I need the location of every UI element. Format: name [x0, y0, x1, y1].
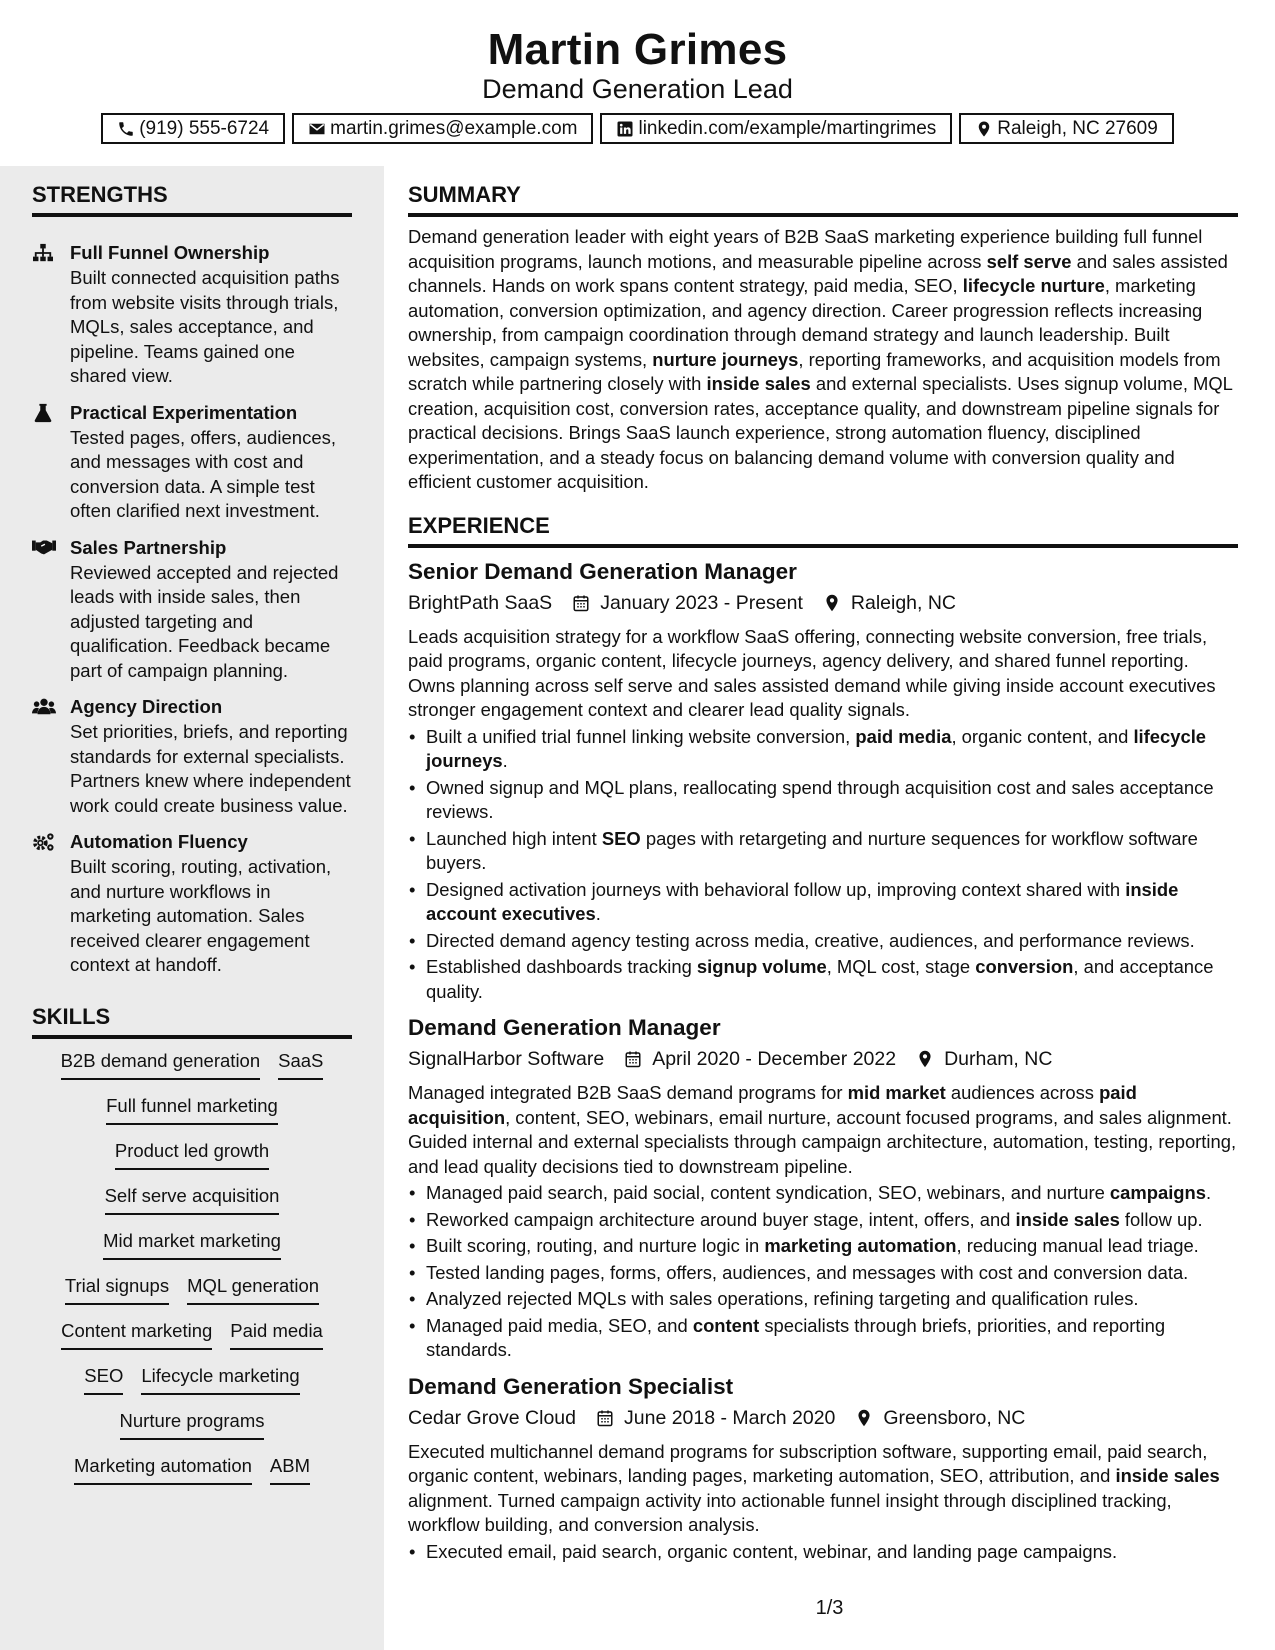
job-bullet: • Reworked campaign architecture around buyer stage, intent, offers, and inside sales follow up.	[408, 1208, 1238, 1233]
summary-heading: SUMMARY	[408, 182, 1238, 217]
skill-tag: Marketing automation	[74, 1454, 252, 1485]
job-entry	[408, 1373, 1238, 1565]
job-dates: January 2023 - Present	[600, 591, 803, 614]
skills-heading: SKILLS	[32, 1004, 352, 1039]
contact-location	[959, 113, 1174, 144]
resume-header	[0, 0, 1275, 166]
job-entry	[408, 558, 1238, 1005]
page-number: 1/3	[815, 1597, 844, 1619]
skill-tag: Full funnel marketing	[106, 1094, 278, 1125]
job-bullet: • Directed demand agency testing across media, creative, audiences, and performance reviews.	[408, 929, 1238, 954]
skill-tag: SEO	[84, 1364, 123, 1395]
job-dates: June 2018 - March 2020	[624, 1406, 836, 1429]
job-company: SignalHarbor Software	[408, 1048, 605, 1070]
job-meta	[408, 1045, 1238, 1073]
skill-tag: Nurture programs	[120, 1409, 265, 1440]
job-title: Demand Generation Specialist	[408, 1373, 734, 1399]
job-meta	[408, 589, 1238, 617]
job-location: Greensboro, NC	[883, 1406, 1026, 1429]
contact-location-text: Raleigh, NC 27609	[997, 117, 1158, 139]
main-content	[384, 166, 1275, 1650]
sitemap-icon	[32, 240, 70, 389]
strength-desc: Reviewed accepted and rejected leads with inside sales, then adjusted targeting and qualification. Feedback became part of campaign planning.	[70, 561, 339, 681]
skill-tag: Trial signups	[65, 1274, 169, 1305]
calendar-icon	[572, 594, 590, 612]
contact-bar	[0, 113, 1275, 144]
job-location: Durham, NC	[944, 1048, 1053, 1070]
experience-heading: EXPERIENCE	[408, 513, 1238, 548]
map-pin-icon	[823, 594, 841, 612]
gears-icon	[32, 829, 70, 978]
sidebar	[0, 166, 384, 1650]
strength-desc: Set priorities, briefs, and reporting standards for external specialists. Partners knew where independent work could create business value.	[70, 721, 351, 816]
map-pin-icon	[975, 120, 993, 138]
skills-list	[32, 1039, 352, 1499]
handshake-icon	[32, 535, 70, 684]
map-pin-icon	[855, 1409, 873, 1427]
job-title: Senior Demand Generation Manager	[408, 558, 797, 584]
strength-title: Sales Partnership	[70, 536, 227, 558]
linkedin-icon	[616, 120, 634, 138]
skill-tag: B2B demand generation	[61, 1049, 261, 1080]
job-entry	[408, 1014, 1238, 1363]
job-bullets	[408, 1181, 1238, 1363]
job-meta	[408, 1404, 1238, 1432]
phone-icon	[117, 120, 135, 138]
strength-title: Practical Experimentation	[70, 401, 298, 423]
job-bullets	[408, 1540, 1238, 1565]
job-company: Cedar Grove Cloud	[408, 1406, 576, 1429]
skill-tag: Self serve acquisition	[105, 1184, 280, 1215]
job-description: Leads acquisition strategy for a workflow SaaS offering, connecting website conversion, free trials, paid programs, organic content, lifecycle journeys, agency delivery, and shared funnel reporting. Owns planning across self serve and sales assisted demand while giving inside account executives stronger engagement context and clearer lead quality signals.	[408, 625, 1216, 720]
job-bullet: • Built scoring, routing, and nurture logic in marketing automation, reducing manual lead triage.	[408, 1234, 1238, 1259]
job-bullet: • Built a unified trial funnel linking website conversion, paid media, organic content, and lifecycle journeys.	[408, 725, 1238, 774]
summary-text: Demand generation leader with eight years of B2B SaaS marketing experience building full funnel acquisition programs, launch motions, and measurable pipeline across self serve and sales assisted channels. Hands on work spans content strategy, paid media, SEO, lifecycle nurture, marketing automation, conversion optimization, and agency direction. Career progression reflects increasing ownership, from campaign coordination through demand strategy and launch leadership. Built websites, campaign systems, nurture journeys, reporting frameworks, and acquisition models from scratch while partnering closely with inside sales and external specialists. Uses signup volume, MQL creation, acquisition cost, conversion rates, acceptance quality, and downstream pipeline signals for practical decisions. Brings SaaS launch experience, strong automation fluency, disciplined experimentation, and a steady focus on balancing demand volume with conversion quality and efficient customer acquisition.	[408, 226, 1233, 492]
skill-tag: ABM	[270, 1454, 310, 1485]
strength-title: Automation Fluency	[70, 831, 248, 852]
job-bullet: • Owned signup and MQL plans, reallocating spend through acquisition cost and sales acceptance reviews.	[408, 776, 1238, 825]
strength-desc: Tested pages, offers, audiences, and messages with cost and conversion data. A simple test often clarified next investment.	[70, 426, 337, 521]
strength-item	[32, 829, 352, 978]
job-bullet: • Designed activation journeys with behavioral follow up, improving context shared with inside account executives.	[408, 878, 1238, 927]
calendar-icon	[596, 1409, 614, 1427]
strength-title: Agency Direction	[70, 696, 223, 717]
job-bullet: • Analyzed rejected MQLs with sales operations, refining targeting and qualification rules.	[408, 1287, 1238, 1312]
strengths-heading: STRENGTHS	[32, 182, 352, 217]
flask-icon	[32, 400, 70, 524]
job-bullet: • Launched high intent SEO pages with retargeting and nurture sequences for workflow software buyers.	[408, 827, 1238, 876]
users-icon	[32, 694, 70, 818]
skill-tag: MQL generation	[187, 1274, 319, 1305]
skill-tag: Content marketing	[61, 1319, 212, 1350]
skill-tag: Mid market marketing	[103, 1229, 281, 1260]
contact-linkedin[interactable]	[600, 113, 952, 144]
contact-phone-text: (919) 555-6724	[139, 117, 270, 139]
strength-item	[32, 240, 352, 389]
strength-item	[32, 694, 352, 818]
job-description: Managed integrated B2B SaaS demand programs for mid market audiences across paid acquisition, content, SEO, webinars, email nurture, account focused programs, and sales alignment. Guided internal and external specialists through campaign architecture, automation, testing, reporting, and lead quality decisions tied to downstream pipeline.	[408, 1082, 1237, 1177]
envelope-icon	[308, 120, 326, 138]
skill-tag: SaaS	[278, 1049, 323, 1080]
job-bullets	[408, 725, 1238, 1005]
job-bullet: • Established dashboards tracking signup volume, MQL cost, stage conversion, and acceptance quality.	[408, 955, 1238, 1004]
contact-email-text: martin.grimes@example.com	[330, 117, 578, 139]
map-pin-icon	[916, 1050, 934, 1068]
job-dates: April 2020 - December 2022	[652, 1048, 897, 1070]
job-bullet: • Managed paid media, SEO, and content specialists through briefs, priorities, and reporting standards.	[408, 1314, 1238, 1363]
strength-item	[32, 535, 352, 684]
job-location: Raleigh, NC	[850, 591, 957, 614]
strength-item	[32, 400, 352, 524]
contact-email[interactable]	[292, 113, 593, 144]
job-company: BrightPath SaaS	[408, 591, 553, 614]
strength-desc: Built connected acquisition paths from website visits through trials, MQLs, sales acceptance, and pipeline. Teams gained one shared view.	[70, 267, 340, 386]
job-title: Demand Generation Manager	[408, 1015, 721, 1040]
job-bullet: • Managed paid search, paid social, content syndication, SEO, webinars, and nurture campaigns.	[408, 1181, 1238, 1206]
candidate-name: Martin Grimes	[487, 25, 788, 74]
skill-tag: Product led growth	[115, 1139, 269, 1170]
job-description: Executed multichannel demand programs for subscription software, supporting email, paid search, organic content, webinars, landing pages, marketing automation, SEO, attribution, and inside sales alignment. Turned campaign activity into actionable funnel insight through disciplined tracking, workflow building, and conversion analysis.	[408, 1440, 1220, 1535]
job-bullet: • Executed email, paid search, organic content, webinar, and landing page campaigns.	[408, 1540, 1238, 1565]
contact-linkedin-text: linkedin.com/example/martingrimes	[638, 117, 937, 139]
strength-title: Full Funnel Ownership	[70, 242, 270, 263]
candidate-role: Demand Generation Lead	[482, 74, 793, 104]
skill-tag: Lifecycle marketing	[141, 1364, 299, 1395]
contact-phone[interactable]	[101, 113, 285, 144]
skill-tag: Paid media	[230, 1319, 323, 1350]
strength-desc: Built scoring, routing, activation, and nurture workflows in marketing automation. Sales received clearer engagement context at handoff.	[70, 856, 332, 975]
calendar-icon	[624, 1050, 642, 1068]
job-bullet: • Tested landing pages, forms, offers, audiences, and messages with cost and conversion data.	[408, 1261, 1238, 1286]
